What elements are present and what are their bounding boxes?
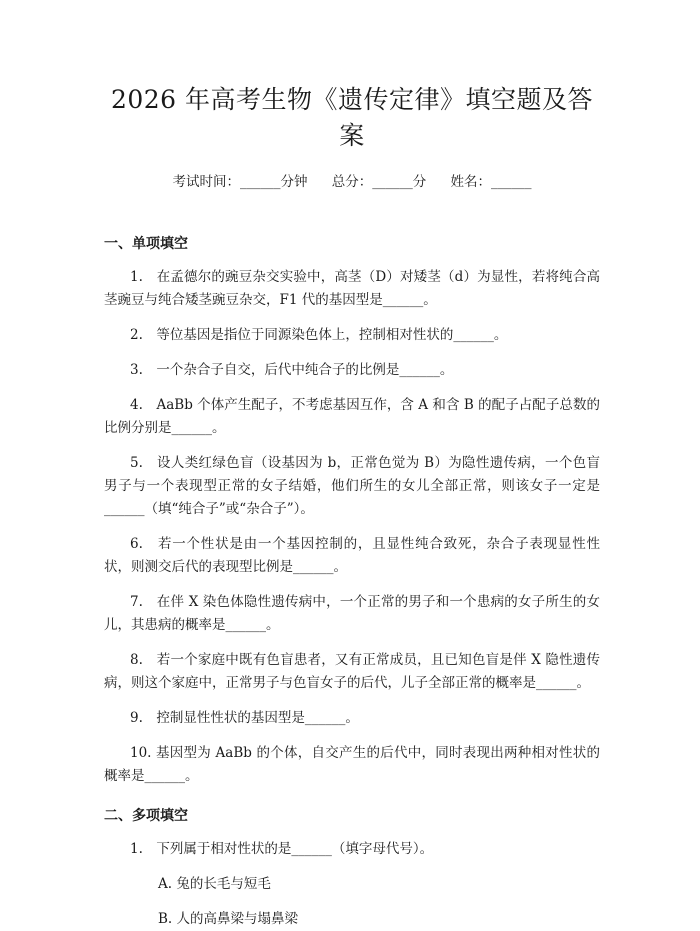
exam-meta [104, 172, 600, 192]
option-item: A. 兔的长毛与短毛 [158, 876, 271, 892]
exam-name: 姓名：______ [450, 174, 532, 190]
question-item: 8. 若一个家庭中既有色盲患者，又有正常成员，且已知色盲是伴 X 隐性遗传病，则这个家庭中，正常男子与色盲女子的后代，儿子全部正常的概率是______。 [104, 652, 600, 691]
question-item: 10. 基因型为 AaBb 的个体，自交产生的后代中，同时表现出两种相对性状的概率是______。 [104, 745, 600, 784]
section-title-single: 一、单项填空 [104, 236, 188, 252]
question-item: 1. 下列属于相对性状的是______（填字母代号）。 [130, 841, 434, 857]
exam-time: 考试时间：______分钟 [172, 174, 308, 190]
exam-score: 总分：______分 [331, 174, 427, 190]
document-title: 2026 年高考生物《遗传定律》填空题及答案 [110, 85, 594, 150]
question-item: 1. 在孟德尔的豌豆杂交实验中，高茎（D）对矮茎（d）为显性，若将纯合高茎豌豆与纯合矮茎豌豆杂交，F1 代的基因型是______。 [104, 269, 600, 308]
question-item: 7. 在伴 X 染色体隐性遗传病中，一个正常的男子和一个患病的女子所生的女儿，其患病的概率是______。 [104, 594, 600, 633]
question-item: 9. 控制显性性状的基因型是______。 [130, 710, 359, 726]
option-item: B. 人的高鼻梁与塌鼻梁 [158, 911, 299, 927]
question-item: 2. 等位基因是指位于同源染色体上，控制相对性状的______。 [130, 327, 508, 343]
question-item: 6. 若一个性状是由一个基因控制的，且显性纯合致死，杂合子表现显性性状，则测交后代的表现型比例是______。 [104, 536, 600, 575]
question-item: 4. AaBb 个体产生配子，不考虑基因互作，含 A 和含 B 的配子占配子总数的比例分别是______。 [104, 397, 600, 436]
section-title-multi: 二、多项填空 [104, 808, 188, 824]
question-item: 3. 一个杂合子自交，后代中纯合子的比例是______。 [130, 362, 454, 378]
question-item: 5. 设人类红绿色盲（设基因为 b，正常色觉为 B）为隐性遗传病，一个色盲男子与一个表现型正常的女子结婚，他们所生的女儿全部正常，则该女子一定是______（填“纯合子”或“杂合子”）。 [104, 455, 600, 517]
